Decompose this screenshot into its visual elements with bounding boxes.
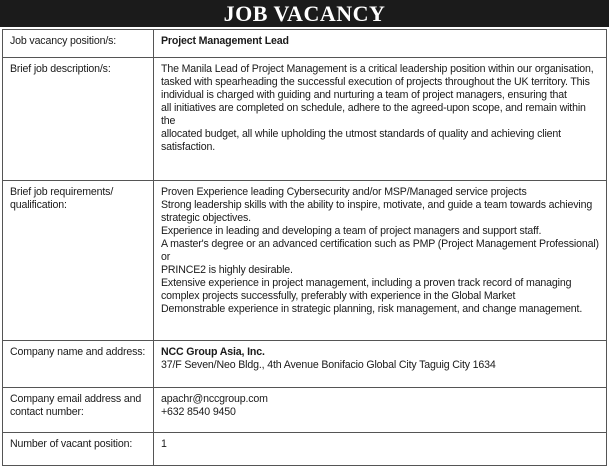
- contact-value: [154, 388, 607, 433]
- row-contact: [3, 388, 607, 433]
- vacancy-table: [2, 29, 607, 466]
- company-address: 37/F Seven/Neo Bldg., 4th Avenue Bonifacio Global City Taguig City 1634: [161, 359, 496, 371]
- description-line: satisfaction.: [161, 141, 215, 153]
- contact-label-line: Company email address and: [10, 393, 142, 405]
- row-requirements: [3, 181, 607, 341]
- description-line: individual is charged with guiding and nurturing a team of project managers, ensuring that: [161, 89, 567, 101]
- row-vacancies: [3, 433, 607, 466]
- requirement-line: Demonstrable experience in strategic planning, risk management, and change management.: [161, 303, 583, 315]
- job-vacancy-header: [0, 0, 609, 27]
- description-line: all initiatives are completed on schedule, adhere to the agreed-upon scope, and remain within the: [161, 102, 586, 127]
- contact-label-line: contact number:: [10, 406, 84, 418]
- row-description: [3, 58, 607, 181]
- requirement-line: A master's degree or an advanced certification such as PMP (Project Management Professional) or: [161, 238, 599, 263]
- contact-email[interactable]: apachr@nccgroup.com: [161, 393, 268, 405]
- position-label: Job vacancy position/s:: [3, 30, 154, 58]
- description-line: allocated budget, all while upholding the utmost standards of quality and achieving client: [161, 128, 561, 140]
- row-position: [3, 30, 607, 58]
- contact-label: [3, 388, 154, 433]
- company-label: Company name and address:: [3, 341, 154, 388]
- requirements-label-line: Brief job requirements/: [10, 186, 114, 198]
- vacancies-label: Number of vacant position:: [3, 433, 154, 466]
- row-company: [3, 341, 607, 388]
- header-title: JOB VACANCY: [223, 1, 386, 26]
- description-line: The Manila Lead of Project Management is a critical leadership position within our organisation,: [161, 63, 594, 75]
- description-line: tasked with spearheading the successful execution of projects throughout the UK territory. This: [161, 76, 590, 88]
- requirements-label: [3, 181, 154, 341]
- description-value: [154, 58, 607, 181]
- requirement-line: PRINCE2 is highly desirable.: [161, 264, 293, 276]
- position-value: Project Management Lead: [154, 30, 607, 58]
- requirement-line: Extensive experience in project management, including a proven track record of managing: [161, 277, 572, 289]
- description-label: Brief job description/s:: [3, 58, 154, 181]
- requirements-value: [154, 181, 607, 341]
- company-value: [154, 341, 607, 388]
- requirement-line: Strong leadership skills with the ability to inspire, motivate, and guide a team towards achieving: [161, 199, 593, 211]
- company-name: NCC Group Asia, Inc.: [161, 346, 265, 358]
- requirements-label-line: qualification:: [10, 199, 67, 211]
- requirement-line: strategic objectives.: [161, 212, 251, 224]
- requirement-line: Proven Experience leading Cybersecurity and/or MSP/Managed service projects: [161, 186, 527, 198]
- vacancies-value: 1: [154, 433, 607, 466]
- requirement-line: Experience in leading and developing a team of project managers and support staff.: [161, 225, 542, 237]
- contact-phone: +632 8540 9450: [161, 406, 236, 418]
- requirement-line: complex projects successfully, preferably with experience in the Global Market: [161, 290, 516, 302]
